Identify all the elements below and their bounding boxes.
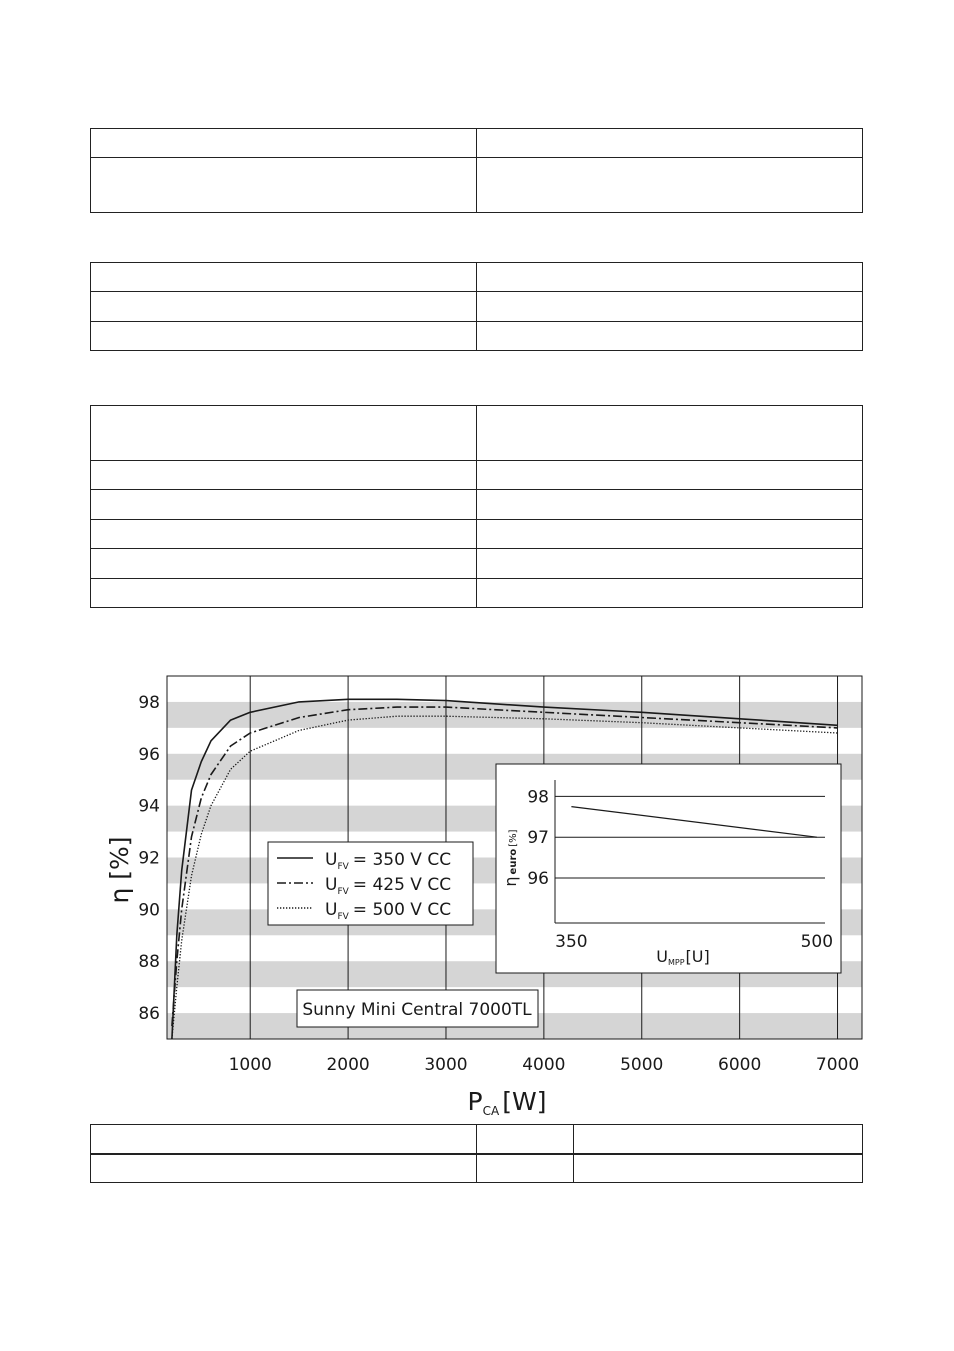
table-cell	[91, 1154, 477, 1183]
x-tick-label: 5000	[620, 1055, 664, 1075]
spec-table-4	[90, 1124, 863, 1183]
x-tick-label: 7000	[815, 1055, 860, 1075]
x-tick-label: 3000	[424, 1055, 468, 1075]
table-cell	[91, 461, 477, 490]
inset-y-axis-label: ηeuro[%]	[501, 829, 520, 887]
y-axis-label: η [%]	[105, 836, 134, 904]
x-tick-label: 2000	[326, 1055, 370, 1075]
y-tick-label: 86	[138, 1004, 160, 1025]
y-tick-label: 96	[138, 744, 160, 765]
table-cell	[477, 406, 863, 461]
legend	[268, 842, 473, 925]
legend-label-2: $U_{FV} = 425$ V CC	[325, 875, 452, 897]
inset-y-tick-label: 98	[527, 787, 549, 808]
y-tick-label: 90	[138, 900, 160, 921]
table-cell	[91, 129, 477, 158]
table-cell	[91, 292, 477, 322]
table-cell	[574, 1154, 863, 1183]
inset-y-tick-label: 96	[527, 869, 549, 890]
table-cell	[477, 158, 863, 213]
spec-table-1	[90, 128, 863, 213]
inset-y-tick-label: 97	[527, 828, 549, 849]
x-axis-label: $P_{CA}$ [W]	[467, 1087, 547, 1118]
chart-title: Sunny Mini Central 7000TL	[302, 1000, 532, 1020]
x-tick-label: 4000	[522, 1055, 566, 1075]
inset-y-tick-labels	[527, 787, 549, 889]
x-tick-label: 6000	[718, 1055, 762, 1075]
inset-x-tick-label: 500	[800, 932, 834, 952]
chart-title-box	[297, 990, 538, 1027]
table-cell	[91, 406, 477, 461]
y-tick-label: 98	[138, 692, 160, 713]
table-cell	[91, 263, 477, 292]
inset-chart	[496, 764, 841, 973]
table-cell	[574, 1125, 863, 1154]
table-cell	[477, 579, 863, 608]
y-tick-label: 94	[138, 796, 160, 817]
table-cell	[477, 1125, 574, 1154]
table-cell	[477, 490, 863, 520]
spec-table-3	[90, 405, 863, 608]
x-tick-label: 1000	[228, 1055, 272, 1075]
inset-x-tick-label: 350	[555, 932, 588, 952]
table-cell	[91, 520, 477, 549]
efficiency-chart	[0, 640, 954, 1120]
table-cell	[91, 579, 477, 608]
table-cell	[477, 129, 863, 158]
table-cell	[477, 549, 863, 579]
y-tick-labels	[138, 693, 160, 1024]
legend-label-3: $U_{FV} = 500$ V CC	[325, 900, 452, 922]
table-cell	[477, 322, 863, 351]
legend-label-1: $U_{FV} = 350$ V CC	[325, 850, 452, 872]
table-cell	[477, 263, 863, 292]
table-cell	[91, 158, 477, 213]
y-tick-label: 88	[138, 952, 160, 973]
table-cell	[477, 1154, 574, 1183]
table-cell	[91, 490, 477, 520]
inset-x-axis-label: UMPP[U]	[656, 947, 710, 967]
table-cell	[91, 322, 477, 351]
x-tick-labels	[229, 1055, 860, 1075]
table-cell	[477, 520, 863, 549]
table-cell	[91, 549, 477, 579]
table-cell	[477, 461, 863, 490]
y-tick-label: 92	[138, 848, 160, 869]
spec-table-2	[90, 262, 863, 351]
table-cell	[477, 292, 863, 322]
table-cell	[91, 1125, 477, 1154]
